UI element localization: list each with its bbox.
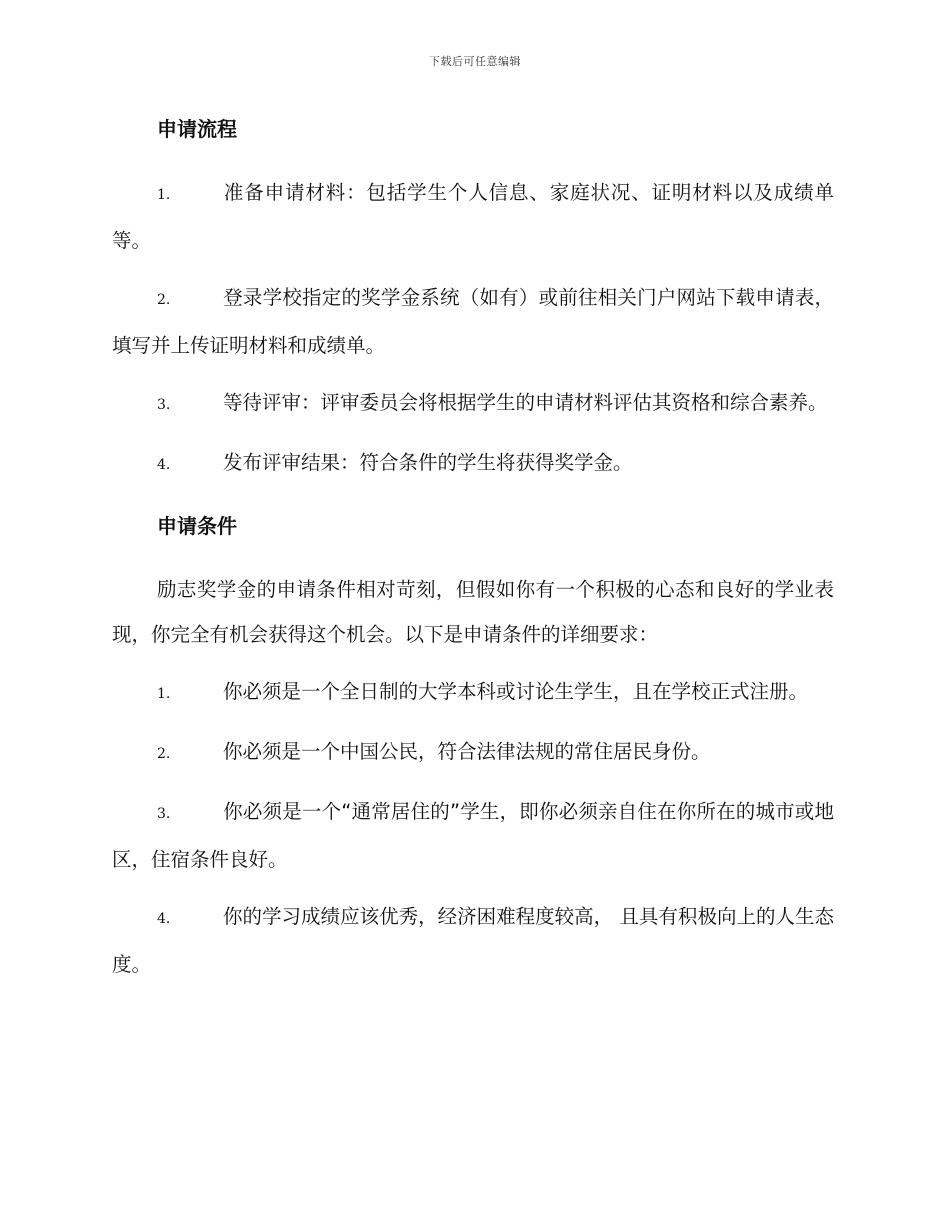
list-item-text: 登录学校指定的奖学金系统（如有）或前往相关门户网站下载申请表，填写并上传证明材料和成绩单。 [112, 286, 834, 357]
list-item-number: 1. [157, 686, 171, 702]
list-item [112, 440, 834, 488]
list-item-number: 1. [157, 187, 171, 203]
list-item-number: 3. [157, 397, 171, 413]
header-note: 下载后可任意编辑 [429, 55, 521, 68]
section-heading-conditions: 申请条件 [157, 514, 237, 538]
list-item [112, 669, 834, 717]
list-item [112, 894, 834, 987]
list-item-text: 等待评审：评审委员会将根据学生的申请材料评估其资格和综合素养。 [223, 391, 828, 414]
list-item-number: 3. [157, 806, 171, 822]
list-item-text: 你的学习成绩应该优秀，经济困难程度较高， 且具有积极向上的人生态度。 [112, 905, 834, 976]
list-item [112, 275, 834, 368]
list-item-text: 准备申请材料：包括学生个人信息、家庭状况、证明材料以及成绩单等。 [112, 181, 834, 252]
list-item-number: 4. [157, 457, 171, 473]
list-item-text: 发布评审结果：符合条件的学生将获得奖学金。 [223, 451, 633, 474]
list-item-number: 2. [157, 746, 171, 762]
list-item-number: 2. [157, 292, 171, 308]
list-item-text: 你必须是一个全日制的大学本科或讨论生学生，且在学校正式注册。 [223, 680, 809, 703]
list-item [112, 170, 834, 263]
document-body [112, 112, 834, 987]
section-heading-process: 申请流程 [157, 117, 237, 141]
list-item [112, 789, 834, 882]
list-item-text: 你必须是一个“通常居住的”学生，即你必须亲自住在你所在的城市或地区，住宿条件良好。 [112, 800, 834, 871]
list-item-number: 4. [157, 911, 171, 927]
list-item [112, 729, 834, 777]
intro-paragraph: 励志奖学金的申请条件相对苛刻，但假如你有一个积极的心态和良好的学业表现，你完全有机会获得这个机会。以下是申请条件的详细要求： [112, 578, 834, 646]
list-item [112, 380, 834, 428]
list-item-text: 你必须是一个中国公民，符合法律法规的常住居民身份。 [223, 740, 711, 763]
